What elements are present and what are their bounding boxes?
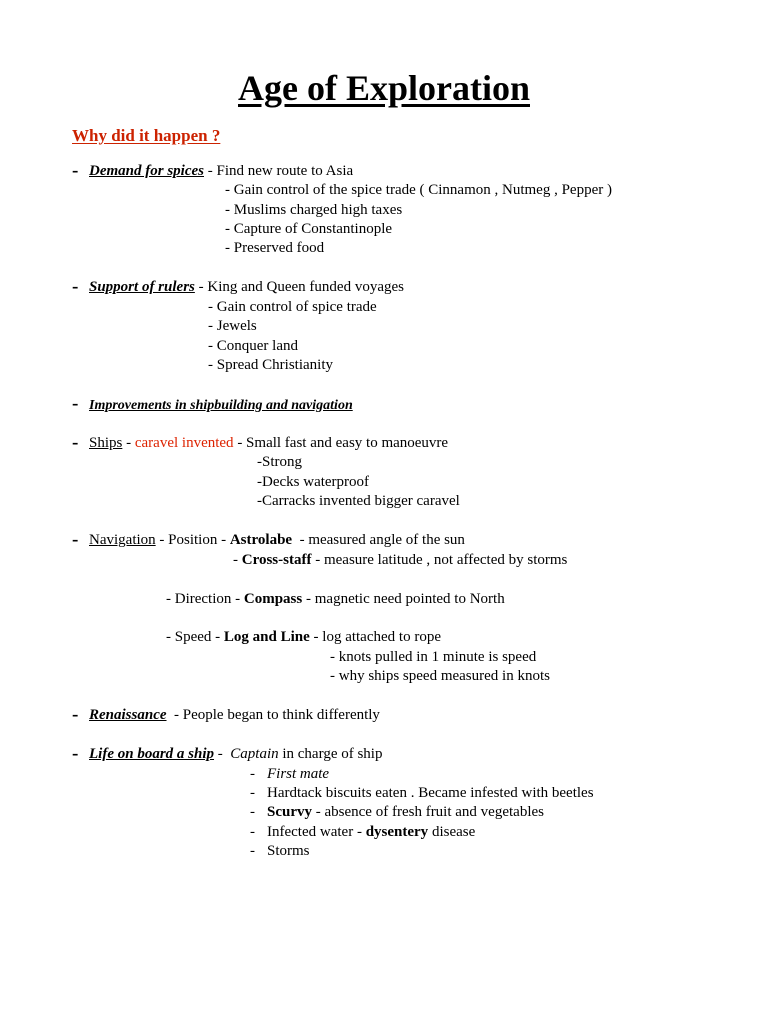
direction-prefix: - Direction -	[166, 591, 244, 607]
scurvy-desc: - absence of fresh fruit and vegetables	[312, 804, 544, 820]
storms-item: Storms	[267, 843, 310, 859]
spices-item: - Muslims charged high taxes	[225, 202, 403, 218]
bullet-dash: -	[250, 843, 255, 859]
rulers-line	[89, 278, 404, 297]
bullet-dash: -	[72, 432, 79, 453]
renaissance-desc: - People began to think differently	[174, 707, 380, 723]
rulers-item: - Spread Christianity	[208, 357, 333, 373]
rulers-item: - Conquer land	[208, 338, 298, 354]
rulers-first-item: - King and Queen funded voyages	[198, 279, 404, 295]
cross-prefix: -	[233, 552, 242, 568]
position-prefix: - Position -	[155, 532, 230, 548]
captain-desc: in charge of ship	[278, 746, 383, 762]
spices-line	[89, 162, 353, 181]
spices-item: - Capture of Constantinople	[225, 221, 393, 237]
bullet-dash: -	[250, 804, 255, 820]
improvements-heading: Improvements in shipbuilding and navigation	[89, 398, 353, 413]
astrolabe-term: Astrolabe	[229, 532, 293, 548]
water-item: Infected water -	[267, 824, 366, 840]
spices-item: - Gain control of the spice trade ( Cinnamon , Nutmeg , Pepper )	[225, 182, 612, 198]
captain-term: Captain	[230, 746, 279, 762]
caravel-highlight: caravel invented	[134, 435, 234, 451]
life-heading: Life on board a ship	[89, 746, 215, 762]
direction-line	[166, 590, 505, 609]
bullet-dash: -	[72, 276, 79, 297]
spices-item: - Preserved food	[225, 240, 325, 256]
log-desc: - log attached to rope	[309, 629, 441, 645]
speed-item: - knots pulled in 1 minute is speed	[330, 649, 537, 665]
bullet-dash: -	[250, 766, 255, 782]
speed-prefix: - Speed -	[166, 629, 224, 645]
hardtack-item: Hardtack biscuits eaten . Became infested with beetles	[267, 785, 594, 801]
cross-staff-line	[233, 551, 567, 570]
navigation-heading: Navigation	[89, 532, 156, 548]
navigation-line	[89, 531, 465, 550]
section-subheading: Why did it happen ?	[72, 126, 221, 145]
bullet-dash: -	[72, 393, 79, 414]
bullet-dash: -	[72, 160, 79, 181]
bullet-dash: -	[72, 704, 79, 725]
scurvy-term: Scurvy	[267, 804, 312, 820]
speed-item: - why ships speed measured in knots	[330, 668, 550, 684]
ships-item: -Strong	[257, 454, 302, 470]
page-title: Age of Exploration	[238, 68, 530, 108]
cross-staff-term: Cross-staff	[241, 552, 312, 568]
ships-first-item: - Small fast and easy to manoeuvre	[233, 435, 449, 451]
rulers-item: - Jewels	[208, 318, 257, 334]
first-mate-item: First mate	[267, 766, 330, 782]
renaissance-heading: Renaissance	[89, 707, 167, 723]
ships-heading: Ships	[89, 435, 123, 451]
astrolabe-desc: - measured angle of the sun	[292, 532, 465, 548]
ships-item: -Carracks invented bigger caravel	[257, 493, 460, 509]
scurvy-line	[267, 803, 544, 822]
ships-line	[89, 434, 448, 453]
renaissance-line	[89, 706, 380, 725]
life-line	[89, 745, 382, 764]
log-line-term: Log and Line	[223, 629, 310, 645]
compass-term: Compass	[243, 591, 303, 607]
rulers-item: - Gain control of spice trade	[208, 299, 377, 315]
compass-desc: - magnetic need pointed to North	[302, 591, 505, 607]
bullet-dash: -	[72, 529, 79, 550]
bullet-dash: -	[250, 785, 255, 801]
rulers-heading: Support of rulers	[89, 279, 195, 295]
spices-heading: Demand for spices	[89, 163, 204, 179]
water-line	[267, 823, 475, 842]
dysentery-desc: disease	[428, 824, 476, 840]
ships-separator: -	[122, 435, 135, 451]
cross-staff-desc: - measure latitude , not affected by storms	[311, 552, 568, 568]
spices-first-item: - Find new route to Asia	[207, 163, 354, 179]
life-separator: -	[214, 746, 231, 762]
bullet-dash: -	[72, 743, 79, 764]
ships-item: -Decks waterproof	[257, 474, 370, 490]
dysentery-term: dysentery	[365, 824, 429, 840]
bullet-dash: -	[250, 824, 255, 840]
speed-line	[166, 628, 441, 647]
